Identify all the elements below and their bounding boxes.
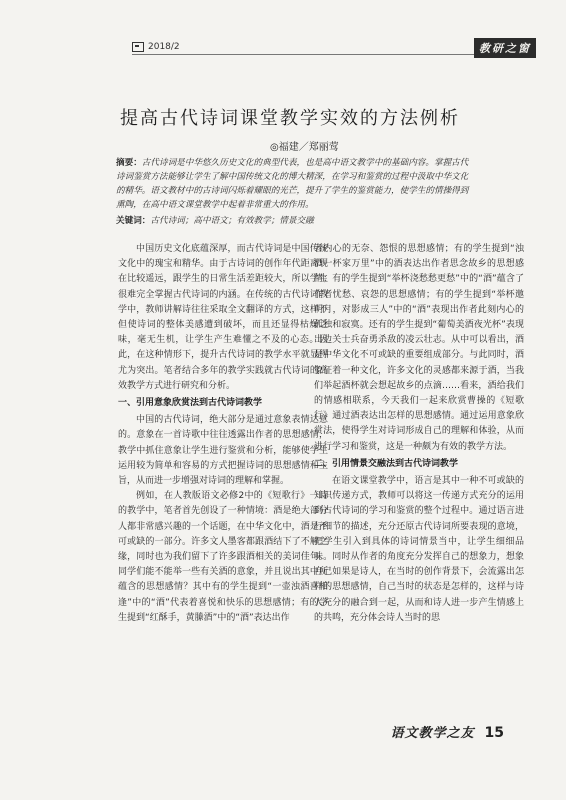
abstract-label: 摘要： [116, 158, 142, 168]
left-column [118, 242, 328, 626]
page-number: 15 [484, 725, 504, 741]
section-heading: 一、引用意象欣赏法到古代诗词教学 [118, 398, 263, 409]
article-author: ◎福建／郑丽莺 [270, 142, 339, 153]
abstract [116, 156, 476, 212]
footer [391, 722, 505, 741]
footer-journal-name: 语文教学之友 [390, 726, 475, 741]
article-title: 提高古代诗词课堂教学实效的方法例析 [120, 108, 460, 129]
header-section-label: 教研之窗 [474, 38, 536, 58]
paragraph: 在语文课堂教学中，语言是其中一种不可或缺的知识传递方式，教师可以将这一传递方式充分的运用到古代诗词的学习和鉴赏的整个过程中。通过语言进行细节的描述，充分还原古代诗词所要表现的意境，把学生引入到具体的诗词情景当中，让学生细细品味。同时从作者的角度充分发挥自己的想象力，想象自己如果是诗人，在当时的创作背景下，会流露出怎样的思想感情，自己当时的状态是怎样的，这样与诗人充分的融合到一起，从而和诗人进一步产生情感上的共鸣，充分体会诗人当时的思 [314, 476, 524, 623]
header-rule [132, 54, 476, 55]
keywords-text: 古代诗词；高中语文；有效教学；情景交融 [150, 216, 314, 226]
abstract-text: 古代诗词是中华悠久历史文化的典型代表，也是高中语文教学中的基础内容。掌握古代诗词鉴赏方法能够让学生了解中国传统文化的博大精深，在学习和鉴赏的过程中汲取中华文化的精华。语文教材中的古诗词闪烁着耀眼的光芒，提升了学生的鉴赏能力，使学生的情操得到熏陶，在高中语文课堂教学中起着非常重大的作用。 [116, 158, 469, 210]
keywords-label: 关键词： [116, 216, 151, 226]
paragraph: 中国的古代诗词，绝大部分是通过意象表情达意的。意象在一首诗歌中往往透露出作者的思想感情，教学中抓住意象让学生进行鉴赏和分析，能够使学生运用较为简单和容易的方式把握诗词的思想感情和主旨，从而进一步增强对诗词的理解和掌握。 [118, 415, 328, 487]
keywords [116, 214, 476, 226]
paragraph: 者内心的无奈、怨恨的思想感情；有的学生提到“浊酒一杯家万里”中的酒表达出作者思念故乡的思想感情；有的学生提到“举杯浇愁愁更愁”中的“酒”蕴含了作者忧愁、哀怨的思想感情；有的学生提到“举杯邀明月，对影成三人”中的“酒”表现出作者此刻内心的孤独和寂寞。还有的学生提到“葡萄美酒夜光杯”表现出边关士兵奋勇杀敌的凌云壮志。从中可以看出，酒是中华文化不可或缺的重要组成部分。与此同时，酒象征着一种文化，许多文化的灵感都来源于酒，当我们举起酒杯就会想起故乡的点滴……看来，酒给我们的情感相联系，今天我们一起来欣赏曹操的《短歌行》通过酒表达出怎样的思想感情。通过运用意象欣赏法，使得学生对诗词形成自己的理解和体验，从而进行学习和鉴赏，这是一种颇为有效的教学方法。 [314, 244, 524, 452]
header-date [132, 42, 180, 52]
journal-logo-icon [132, 42, 144, 52]
section-heading: 二、引用情景交融法到古代诗词教学 [314, 458, 459, 469]
paragraph: 中国历史文化底蕴深厚，而古代诗词是中国传统文化中的瑰宝和精华。由于古诗词的创作年代距离现在比较遥远，跟学生的日常生活差距较大，所以学生很难完全掌握古代诗词的内涵。在传统的古代诗词教学中，教师讲解诗往往采取全文翻译的方式，这样不但使诗词的整体美感遭到破坏，而且还显得枯燥乏味，毫无生机，让学生产生难懂之不及的心态。因此，在这种情形下，提升古代诗词的教学水平就显得尤为突出。笔者结合多年的教学实践就古代诗词的高效教学方式进行研究和分析。 [118, 244, 328, 391]
paragraph: 例如，在人教版语文必修2中的《短歌行》一诗的教学中，笔者首先创设了一种情境：酒是绝大部分人都非常感兴趣的一个话题，在中华文化中，酒是不可或缺的一部分。许多文人墨客都跟酒结下了不解之缘，同时也为我们留下了许多跟酒相关的美词佳句。同学们能不能举一些有关酒的意象，并且说出其中所蕴含的思想感情？其中有的学生提到“一壶浊酒喜相逢”中的“酒”代表着喜悦和快乐的思想感情；有的学生提到“红酥手，黄縢酒”中的“酒”表达出作 [118, 491, 328, 623]
header-date-text: 2018/2 [148, 42, 180, 52]
right-column [314, 242, 524, 626]
